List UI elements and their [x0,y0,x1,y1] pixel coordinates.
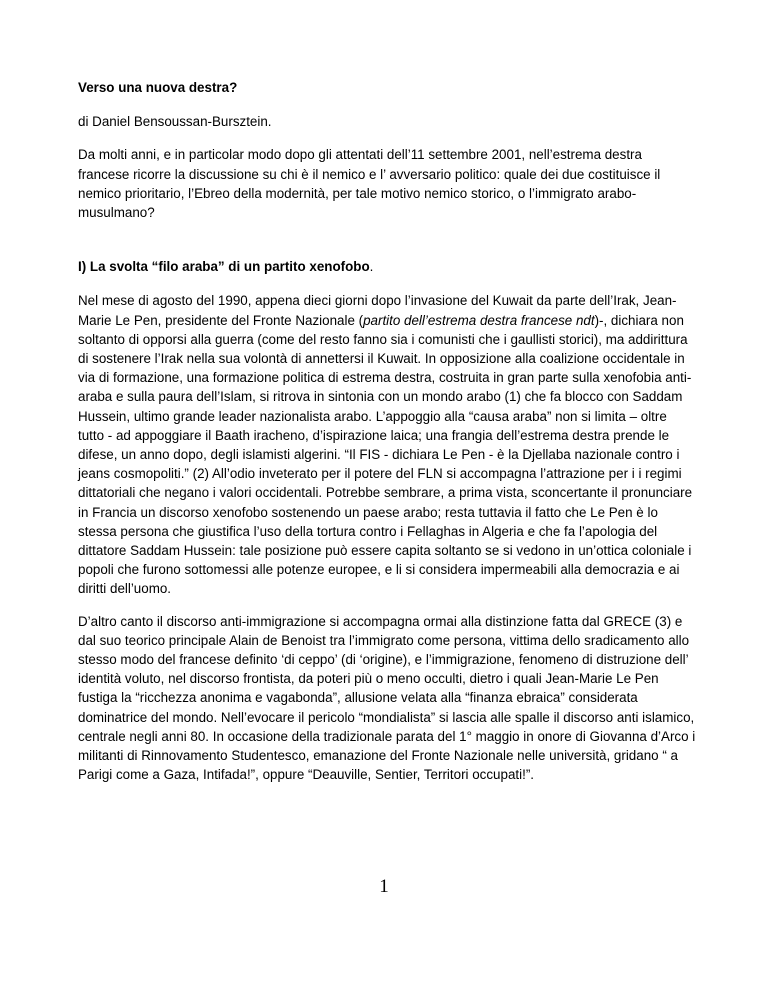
section-heading-period: . [369,259,374,275]
document-title: Verso una nuova destra? [78,80,238,95]
section-heading [78,257,696,276]
body-paragraph-1 [78,291,696,598]
body-paragraph-1-part1: Nel mese di agosto del 1990, appena dieci giorni dopo l’invasione del Kuwait da parte dell’Irak, Jean-Marie Le Pen, presidente del Fronte Nazionale ( [78,293,677,328]
document-page [78,78,696,798]
page-number: 1 [379,876,389,897]
section-heading-text: I) La svolta “filo araba” di un partito xenofobo [78,259,370,275]
intro-paragraph: Da molti anni, e in particolar modo dopo gli attentati dell’11 settembre 2001, nell’estrema destra francese ricorre la discussione su chi è il nemico e l’ avversario politico: quale dei due costituisce il nemico prioritario, l’Ebreo della modernità, per tale motivo nemico storico, o l’immigrato arabo-musulmano? [78,147,661,221]
document-author: di Daniel Bensoussan-Bursztein. [78,114,272,130]
body-paragraph-1-part2: )-, dichiara non soltanto di opporsi alla guerra (come del resto fanno sia i comunisti che i gaullisti storici), ma addirittura di sostenere l’Irak nella sua volontà di annettersi il Kuwait. In opposizione alla coalizione occidentale in via di formazione, una formazione politica di estrema destra, costruita in gran parte sulla xenofobia anti-araba e sulla paura dell’Islam, si ritrova in sintonia con un mondo arabo (1) che fa blocco con Saddam Hussein, ultimo grande leader nazionalista arabo. L’appoggio alla “causa araba” non si limita – oltre tutto - ad appoggiare il Baath iracheno, d’ispirazione laica; una frangia dell’estrema destra prende le difese, un anno dopo, degli islamisti algerini. “Il FIS - dichiara Le Pen - è la Djellaba nazionale contro i jeans cosmopoliti.” (2) All’odio inveterato per il potere del FLN si accompagna l’attrazione per i i regimi dittatoriali che negano i valori occidentali. Potrebbe sembrare, a prima vista, sconcertante il pronunciare in Francia un discorso xenofobo sostenendo un paese arabo; resta tuttavia il fatto che Le Pen è lo stessa persona che giustifica l’uso della tortura contro i Fellaghas in Algeria e che fa l’apologia del dittatore Saddam Hussein: tale posizione può essere capita soltanto se si vedono in un’ottica coloniale i popoli che furono sottomessi alle potenze europee, e li si considera impermeabili alla democrazia e ai diritti dell’uomo. [78,312,693,597]
body-paragraph-2: D’altro canto il discorso anti-immigrazione si accompagna ormai alla distinzione fatta dal GRECE (3) e dal suo teorico principale Alain de Benoist tra l’immigrato come persona, vittima dello sradicamento allo stesso modo del francese definito ‘di ceppo’ (di ‘origine), e l’immigrazione, fenomeno di distruzione dell’ identità voluto, nel discorso frontista, da poteri più o meno occulti, dietro i quali Jean-Marie Le Pen fustiga la “ricchezza anonima e vagabonda”, allusione velata alla “finanza ebraica” considerata dominatrice del mondo. Nell’evocare il pericolo “mondialista” si lascia alle spalle il discorso anti islamico, centrale negli anni 80. In occasione della tradizionale parata del 1° maggio in onore di Giovanna d’Arco i militanti di Rinnovamento Studentesco, emanazione del Fronte Nazionale nelle università, gridano “ a Parigi come a Gaza, Intifada!”, oppure “Deauville, Sentier, Territori occupati!”. [78,613,696,783]
editor-note: partito dell’estrema destra francese ndt [363,312,595,328]
